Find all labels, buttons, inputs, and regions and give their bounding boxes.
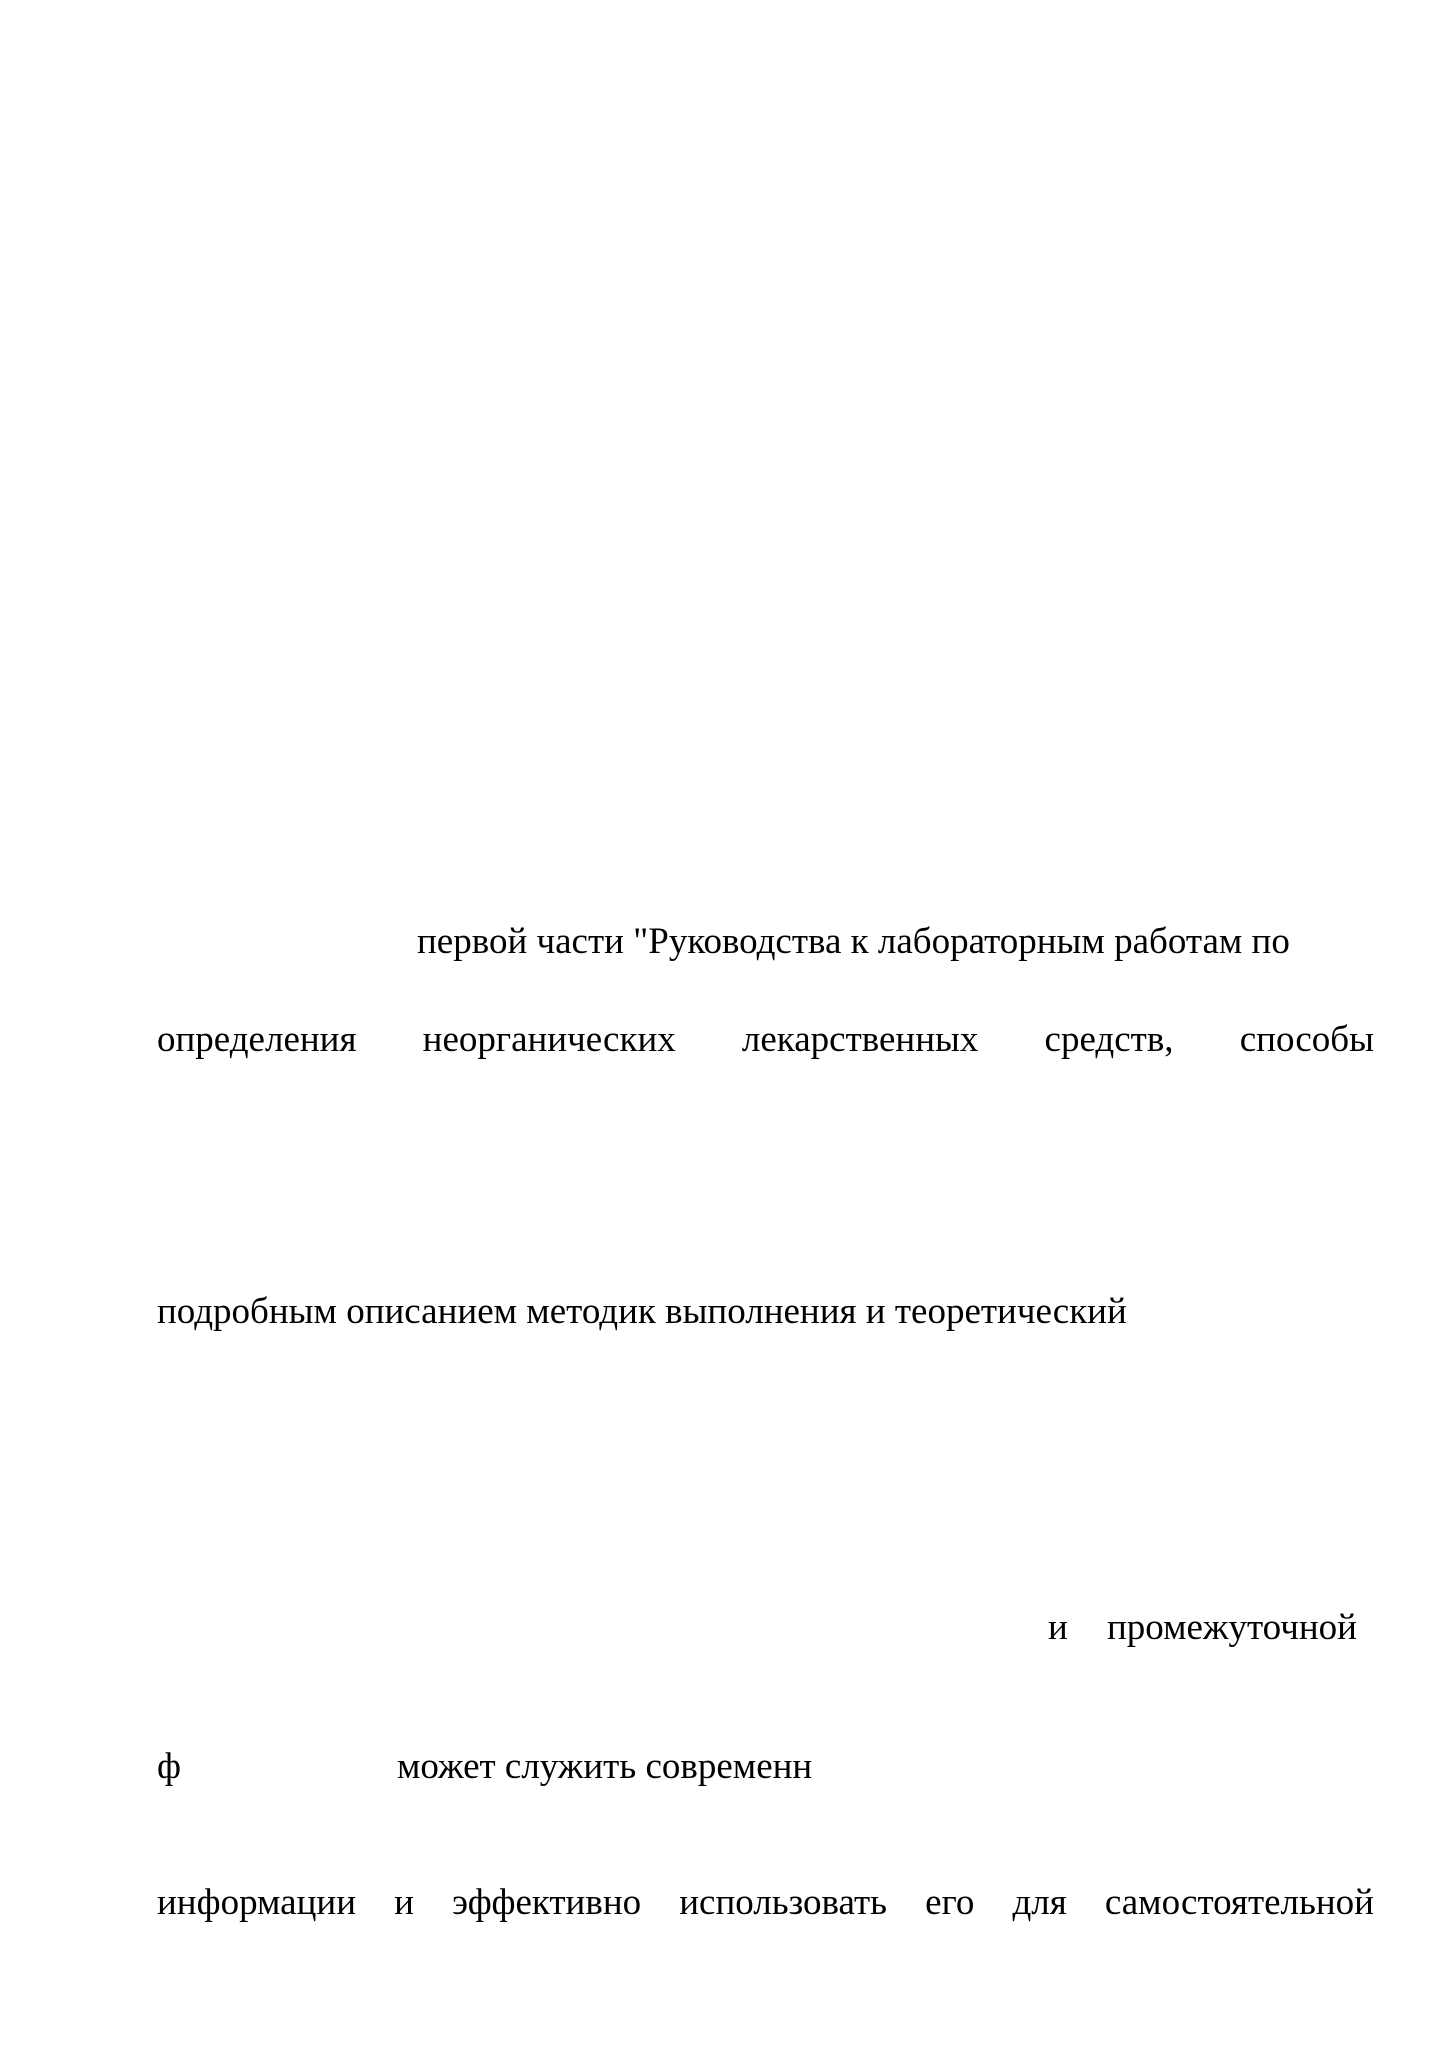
word: способы bbox=[1239, 1019, 1374, 1060]
word: информации bbox=[157, 1882, 357, 1923]
text-line-4-word-1: и bbox=[1048, 1607, 1068, 1648]
text-line-3: подробным описанием методик выполнения и теоретический bbox=[157, 1291, 1127, 1332]
text-line-5-left: ф bbox=[157, 1746, 181, 1787]
text-line-5-right: может служить современн bbox=[397, 1746, 813, 1787]
word: эффективно bbox=[452, 1882, 642, 1923]
word: и bbox=[394, 1882, 414, 1923]
word: определения bbox=[157, 1019, 357, 1060]
text-line-6 bbox=[157, 1880, 1374, 1926]
text-line-1: первой части "Руководства к лабораторным работам по bbox=[417, 921, 1290, 962]
word: неорганических bbox=[422, 1019, 676, 1060]
word: для bbox=[1012, 1882, 1067, 1923]
word: использовать bbox=[679, 1882, 888, 1923]
word: самостоятельной bbox=[1104, 1882, 1374, 1923]
word: его bbox=[925, 1882, 975, 1923]
text-line-4-word-2: промежуточной bbox=[1107, 1607, 1357, 1648]
word: средств, bbox=[1044, 1019, 1174, 1060]
text-line-2 bbox=[157, 1017, 1374, 1063]
word: лекарственных bbox=[741, 1019, 979, 1060]
